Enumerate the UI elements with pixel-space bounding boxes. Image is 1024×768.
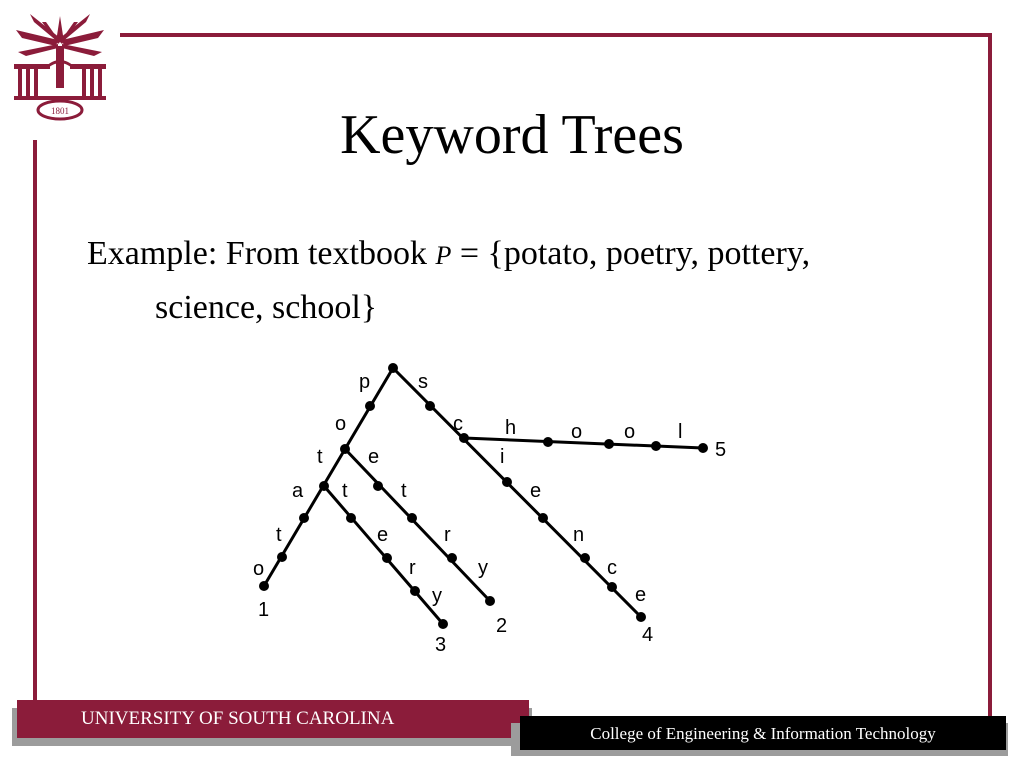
tree-node [410, 586, 420, 596]
tree-node [259, 581, 269, 591]
tree-edge [345, 449, 490, 601]
tree-node [319, 481, 329, 491]
tree-node [447, 553, 457, 563]
edge-label: l [678, 421, 683, 443]
keyword-tree-diagram [240, 350, 760, 670]
edge-label: i [500, 446, 505, 468]
edge-label: a [292, 480, 304, 502]
edge-label: e [368, 446, 380, 468]
example-line-2: science, school} [155, 289, 378, 326]
tree-node [346, 513, 356, 523]
edge-label: r [409, 557, 416, 579]
tree-node [299, 513, 309, 523]
tree-node [698, 443, 708, 453]
edge-label: y [478, 557, 488, 579]
tree-node [277, 552, 287, 562]
tree-node [485, 596, 495, 606]
edge-label: t [401, 480, 407, 502]
example-prefix: Example: From textbook [87, 235, 436, 272]
tree-node [373, 481, 383, 491]
tree-node [407, 513, 417, 523]
tree-node [340, 444, 350, 454]
edge-label: p [359, 371, 371, 393]
edge-label: o [253, 558, 265, 580]
edge-label: o [571, 421, 583, 443]
edge-label: t [276, 524, 282, 546]
leaf-number: 3 [435, 634, 447, 656]
tree-node [365, 401, 375, 411]
tree-node [580, 553, 590, 563]
leaf-number: 2 [496, 615, 508, 637]
svg-text:1801: 1801 [51, 106, 69, 116]
college-footer: College of Engineering & Information Technology [520, 716, 1006, 750]
math-set-symbol: P [435, 241, 452, 270]
tree-node [651, 441, 661, 451]
tree-node [425, 401, 435, 411]
edge-label: t [342, 480, 348, 502]
tree-node [438, 619, 448, 629]
university-footer: UNIVERSITY OF SOUTH CAROLINA [17, 700, 529, 738]
edge-label: o [335, 413, 347, 435]
example-suffix: = {potato, poetry, pottery, [451, 235, 811, 272]
edge-label: n [573, 524, 585, 546]
leaf-number: 5 [715, 439, 727, 461]
edge-label: e [377, 524, 389, 546]
tree-node [543, 437, 553, 447]
edge-label: t [317, 446, 323, 468]
edge-label: r [444, 524, 451, 546]
tree-node [604, 439, 614, 449]
edge-label: s [418, 371, 428, 393]
frame-top-border [120, 33, 992, 37]
example-text [87, 228, 967, 334]
tree-node [636, 612, 646, 622]
frame-left-border [33, 140, 37, 700]
tree-node [388, 363, 398, 373]
tree-node [538, 513, 548, 523]
edge-label: c [607, 557, 617, 579]
edge-label: y [432, 585, 442, 607]
leaf-number: 4 [642, 624, 654, 646]
slide-title: Keyword Trees [340, 104, 684, 166]
edge-label: e [530, 480, 542, 502]
leaf-number: 1 [258, 599, 270, 621]
edge-label: h [505, 417, 517, 439]
tree-node [502, 477, 512, 487]
tree-node [382, 553, 392, 563]
edge-label: o [624, 421, 636, 443]
tree-node [607, 582, 617, 592]
edge-label: c [453, 413, 463, 435]
edge-label: e [635, 584, 647, 606]
